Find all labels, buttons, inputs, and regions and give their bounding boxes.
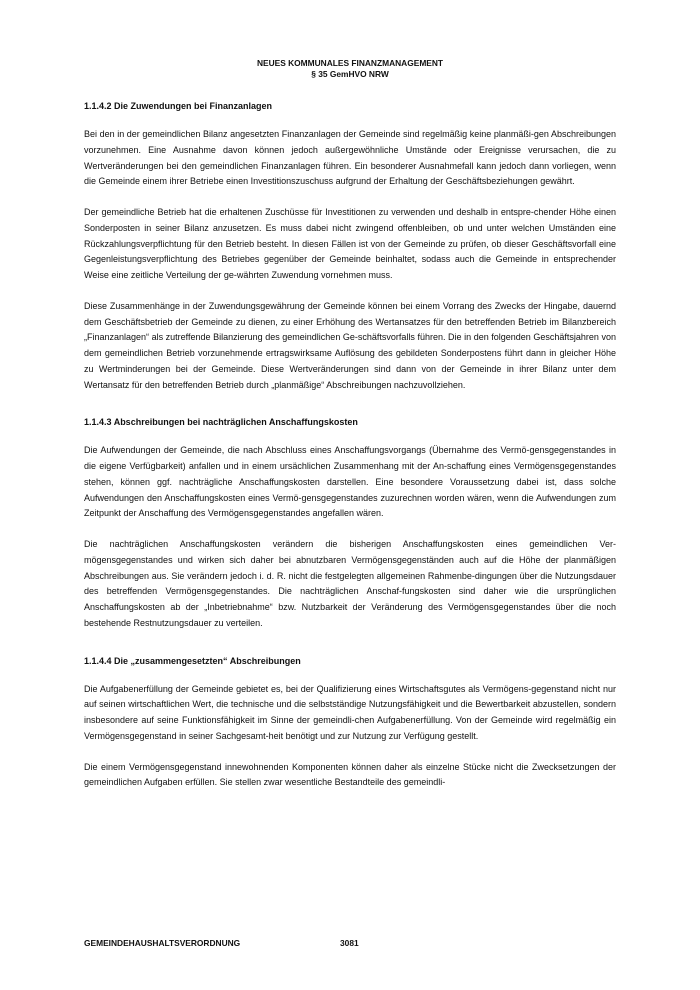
section-1-1-4-2 xyxy=(84,100,616,393)
section-1-1-4-4 xyxy=(84,655,616,792)
section-1-1-4-3 xyxy=(84,416,616,631)
paragraph: Die nachträglichen Anschaffungskosten verändern die bisherigen Anschaffungskosten eines gemeindlichen Ver-mögensgegenstandes und wirken sich daher bei abnutzbaren Vermögensgegenständen auch auf die Höhe der planmäßigen Abschreibungen aus. Sie verändern jedoch i. d. R. nicht die festgelegten allgemeinen Rahmenbe-dingungen über die Nutzungsdauer des betreffenden Vermögensgegenstandes. Die nachträglichen Anschaf-fungskosten sind daher wie die ursprünglichen Anschaffungskosten ab der „Inbetriebnahme“ bzw. Nutzbarkeit der Veränderung des Vermögensgegenstandes über die noch bestehende Restnutzungsdauer zu verteilen. xyxy=(84,539,616,628)
page-content xyxy=(84,100,616,806)
paragraph: Die einem Vermögensgegenstand innewohnenden Komponenten können daher als einzelne Stücke nicht die Zwecksetzungen der gemeindlichen Aufgaben erfüllen. Sie stellen zwar wesentliche Bestandteile des gemeindli- xyxy=(84,761,616,788)
section-heading: 1.1.4.2 Die Zuwendungen bei Finanzanlagen xyxy=(84,101,273,111)
page-number: 3081 xyxy=(340,938,359,948)
header-subtitle: § 35 GemHVO NRW xyxy=(311,68,389,79)
paragraph: Die Aufgabenerfüllung der Gemeinde gebietet es, bei der Qualifizierung eines Wirtschaftsgutes als Vermögens-gegenstand nicht nur auf seinen wirtschaftlichen Wert, die technische und die selbstständige Nutzungsfähigkeit und die Bewertbarkeit abzustellen, sondern insbesondere auf seine Funktionsfähigkeit im Sinne der gemeindli-chen Aufgabenerfüllung. Von der Gemeinde wird regelmäßig ein Vermögensgegenstand in seiner Sachgesamt-heit benötigt und zur Nutzung zur Verfügung gestellt. xyxy=(84,683,616,741)
header-title: NEUES KOMMUNALES FINANZMANAGEMENT xyxy=(256,58,444,68)
paragraph: Diese Zusammenhänge in der Zuwendungsgewährung der Gemeinde können bei einem Vorrang des Zwecks der Hingabe, dauernd dem Geschäftsbetrieb der Gemeinde zu dienen, zu einer Erhöhung des Wertansatzes für den betreffenden Betrieb im Bilanzbereich „Finanzanlagen“ als zutreffende Bilanzierung des gemeindlichen Ge-schäftsvorfalls führen. Die in den folgenden Geschäftsjahren von dem gemeindlichen Betrieb vorzunehmende ertragswirksame Auflösung des gebildeten Sonderpostens führt dann in gleicher Höhe zu Wertminderungen bei der Gemeinde. Diese Wertveränderungen sind dann von der Gemeinde in ihrer Bilanz unter dem Wertansatz für den betreffenden Betrieb durch „planmäßige“ Abschreibungen nachzuvollziehen. xyxy=(84,300,616,390)
section-heading: 1.1.4.3 Abschreibungen bei nachträglichen Anschaffungskosten xyxy=(84,417,358,428)
paragraph: Bei den in der gemeindlichen Bilanz angesetzten Finanzanlagen der Gemeinde sind regelmäßig keine planmäßi-gen Abschreibungen vorzunehmen. Eine Ausnahme davon können jedoch außergewöhnliche Umstände oder Ereignisse verursachen, die zu Wertveränderungen bei den gemeindlichen Finanzanlagen führen. Ein besonderer Ausnahmefall kann jedoch dann vorliegen, wenn die Gemeinde einem ihrer Betriebe einen Investitionszuschuss aufgrund der Erhaltung der Geschäftsbeziehungen gewährt. xyxy=(84,129,616,187)
page-header xyxy=(0,58,700,79)
paragraph: Die Aufwendungen der Gemeinde, die nach Abschluss eines Anschaffungsvorgangs (Übernahme des Vermö-gensgegenstandes in die eigene Verfügbarkeit) anfallen und in einem ursächlichen Zusammenhang mit der An-schaffung eines Vermögensgegenstandes stehen, können ggf. nachträgliche Anschaffungskosten darstellen. Eine besondere Voraussetzung dabei ist, dass solche Aufwendungen den Anschaffungskosten eines Vermö-gensgegenstandes zuzurechnen worden wären, wenn die Aufwendungen zum Zeitpunkt der Anschaffung des Vermögensgegenstandes angefallen wären. xyxy=(84,445,616,519)
section-heading: 1.1.4.4 Die „zusammengesetzten“ Abschreibungen xyxy=(84,655,301,666)
paragraph: Der gemeindliche Betrieb hat die erhaltenen Zuschüsse für Investitionen zu verwenden und deshalb in entspre-chender Höhe einen Sonderposten in seiner Bilanz anzusetzen. Es muss dabei nicht zwingend offenbleiben, ob und unter welchen Umständen eine Rückzahlungsverpflichtung für den Betrieb besteht. In diesen Fällen ist von der Gemeinde zu prüfen, ob dieser Geschäftsvorfall eine Gegenleistungsverpflichtung des Betriebes gegenüber der Gemeinde beinhaltet, sodass auch die Gemeinde in entsprechender Weise eine zeitliche Verteilung der ge-währten Zuwendung vornehmen muss. xyxy=(84,207,616,280)
footer-title: GEMEINDEHAUSHALTSVERORDNUNG xyxy=(84,938,241,948)
